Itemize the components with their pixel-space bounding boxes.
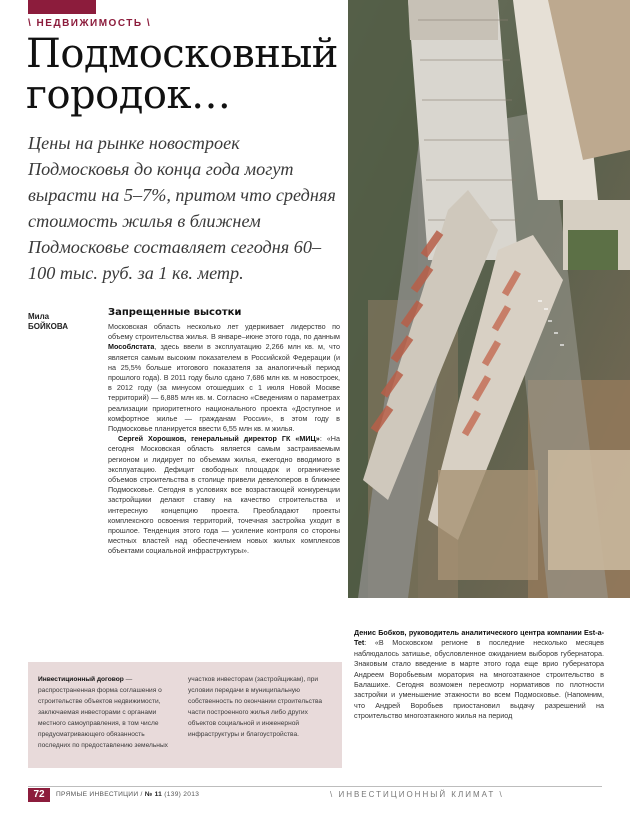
source-name: Мособлстата: [108, 342, 155, 352]
issue-number: № 11: [144, 791, 163, 798]
aerial-photo-illustration: [348, 0, 630, 598]
paragraph-1: Московская область несколько лет удерживает лидерство по объему строительства жилья. В январе–июне этого года, по данным Мособлстата, здесь ввели в эксплуатацию 2,266 млн кв. м, что является самым высоким показателем в Российской Федерации (и на 25,5% больше итогового показателя за аналогичный период прошлого года). В 2011 году было сдано 7,686 млн кв. м новостроек, в 2012 году (за минусом отошедших с 1 июля Новой Москве территорий) — 6,885 млн кв. м. Согласно «Сведениям о параметрах реализации приоритетного национального проекта «Доступное и комфортное жилье — гражданам России», в этом году в Подмосковье планируется ввести 6,55 млн кв. м жилья.: [108, 322, 340, 434]
publication-info: ПРЯМЫЕ ИНВЕСТИЦИИ / № 11 (139) 2013: [56, 791, 200, 798]
sidebar-left-column: Инвестиционный договор — распространенная форма соглашения о строительстве объектов недвижимости, заключаемая инвесторами с органами местного самоуправления, в том числе предусматривающего обязанность последних по предоставлению земельных: [38, 676, 168, 749]
page-number: 72: [28, 788, 50, 802]
title-line-1: Подмосковный: [26, 31, 338, 77]
main-column: [108, 306, 340, 557]
article-title: [26, 31, 346, 118]
section-name: \ ИНВЕСТИЦИОННЫЙ КЛИМАТ \: [330, 790, 504, 799]
rubric-label: \ НЕДВИЖИМОСТЬ \: [28, 18, 152, 29]
right-column: [354, 628, 604, 722]
section-subhead: Запрещенные высотки: [108, 307, 242, 318]
top-accent-bar: [28, 0, 96, 14]
author-last-name: БОЙКОВА: [28, 322, 68, 331]
definition-sidebar: [28, 662, 342, 768]
footer-divider: [28, 786, 602, 787]
quote-speaker-2: Денис Бобков, руководитель аналитического центра компании Est-a-Tet: [354, 628, 604, 648]
paragraph-3: Денис Бобков, руководитель аналитического центра компании Est-a-Tet: «В Московском регионе в последние несколько месяцев наблюдалось затишье, обусловленное ожиданием выборов губернатора. Знаковым стало введение в марте этого года еще врио губернатора Андреем Воробьевым моратория на многоэтажное строительство в Балашихе. Сегодня возможен пересмотр нормативов по плотности застройки и уменьшение этажности во всем Подмосковье. (Напомним, что Андрей Воробьев приостановил выдачу разрешений на строительство многоэтажного жилья на период: [354, 628, 604, 721]
sidebar-term: Инвестиционный договор: [38, 676, 124, 683]
quote-speaker: Сергей Хорошков, генеральный директор ГК «МИЦ»: [118, 434, 320, 444]
author-first-name: Мила: [28, 312, 50, 321]
title-line-2: городок…: [26, 72, 231, 118]
article-lead: Цены на рынке новостроек Подмосковья до конца года могут вырасти на 5–7%, притом что средняя стоимость жилья в ближнем Подмосковье составляет сегодня 60–100 тыс. руб. за 1 кв. метр.: [28, 133, 336, 283]
sidebar-right-column: участков инвесторам (застройщикам), при условии передачи в муниципальную собственность по окончании строительства части построенного жилья либо других объектов социальной и инженерной инфраструктуры и благоустройства.: [188, 676, 323, 738]
aerial-photo: [348, 0, 630, 598]
paragraph-2: Сергей Хорошков, генеральный директор ГК «МИЦ»: «На сегодня Московская область является самым застраиваемым регионом и лидирует по объемам жилья, ежегодно вводимого в эксплуатацию. Дефицит свободных площадок и ограничение объемов строительства в столице привели девелоперов в ближнее Подмосковье. Сегодня в условиях все возрастающей конкуренции застройщики делают ставку на качество строительства и интересную концепцию проекта. Преобладают проекты комплексного освоения территорий, точечная застройка уходит в прошлое. Тенденция этого года — усиление контроля со стороны местных властей над обеспечением новых жилых комплексов объектами социальной инфраструктуры».: [108, 434, 340, 556]
author-byline: [28, 312, 98, 332]
